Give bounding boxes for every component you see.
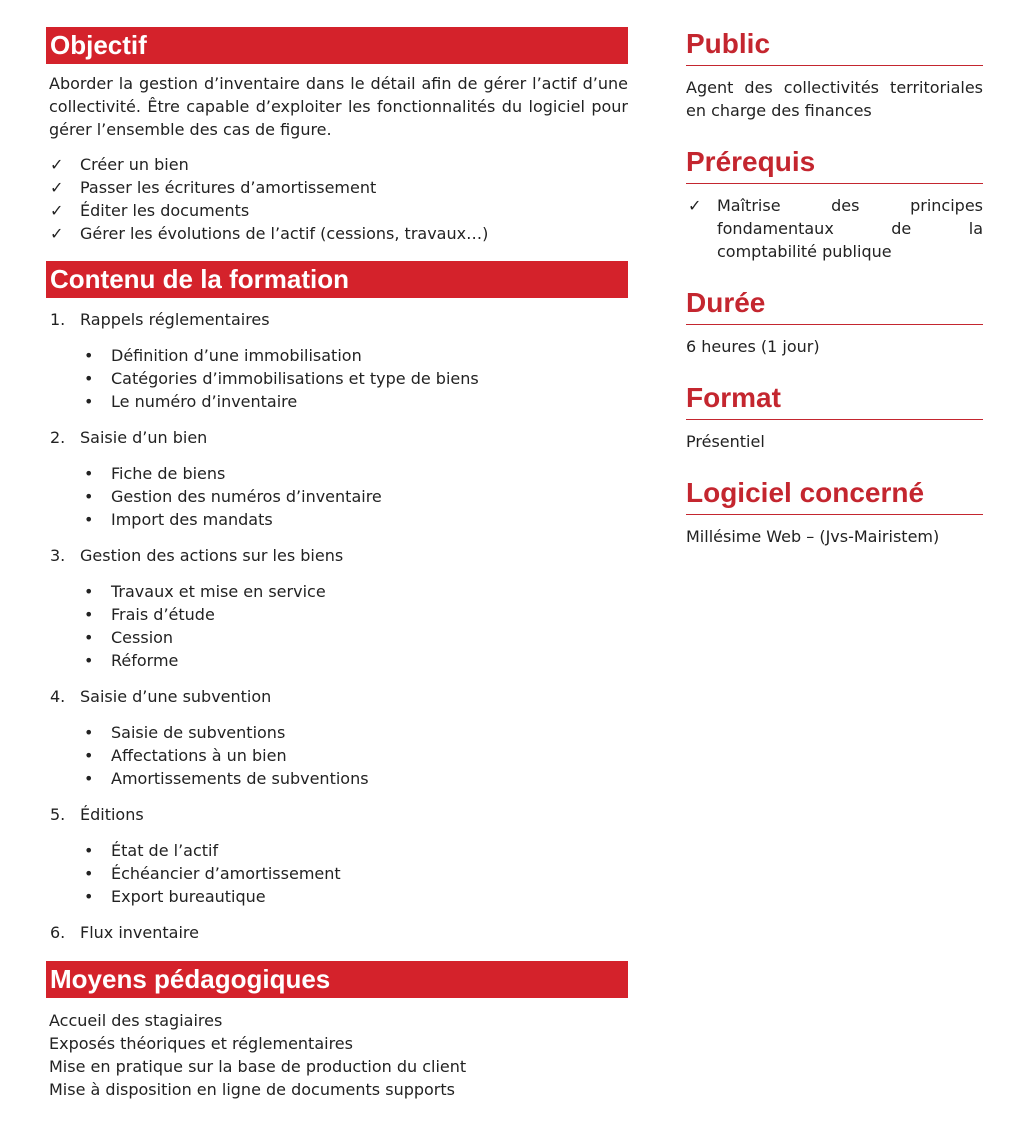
bullet-icon: • <box>84 487 94 506</box>
subtopic: • Catégories d’immobilisations et type de biens <box>84 369 479 388</box>
subtopic: • Export bureautique <box>84 887 266 906</box>
contenu-section <box>46 261 628 944</box>
public-text: Agent des collectivités territoriales en charge des finances <box>686 78 983 120</box>
prerequis-section <box>685 144 983 263</box>
bullet-icon: • <box>84 769 94 788</box>
objectif-heading: Objectif <box>46 27 628 64</box>
bullet-icon: • <box>84 582 94 601</box>
bullet-icon: • <box>84 392 94 411</box>
duree-text: 6 heures (1 jour) <box>686 337 820 356</box>
bullet-icon: • <box>84 628 94 647</box>
format-text: Présentiel <box>686 432 765 451</box>
subtopic: • Import des mandats <box>84 510 273 529</box>
contenu-heading: Contenu de la formation <box>46 261 628 298</box>
subtopic: • Échéancier d’amortissement <box>84 864 341 883</box>
topic-title: Éditions <box>80 805 144 824</box>
check-icon: ✓ <box>50 224 64 243</box>
subtopic: • Réforme <box>84 651 179 670</box>
subtopic: • Gestion des numéros d’inventaire <box>84 487 382 506</box>
main-column <box>46 27 628 1101</box>
subtopic: • Le numéro d’inventaire <box>84 392 298 411</box>
duree-heading: Durée <box>686 285 983 325</box>
objectif-item: ✓ Créer un bien <box>50 155 189 174</box>
moyens-list <box>49 1009 628 1101</box>
topic-title: Saisie d’une subvention <box>80 687 272 706</box>
topic <box>50 921 628 944</box>
subtopic: • Définition d’une immobilisation <box>84 346 362 365</box>
format-heading: Format <box>686 380 983 420</box>
subtopic-list <box>50 839 628 908</box>
topic-number: 6. <box>50 923 66 942</box>
prerequis-item: ✓ Maîtrise des principes fondamentaux de la comptabilité publique <box>688 196 983 261</box>
subtopic: • Saisie de subventions <box>84 723 286 742</box>
logiciel-section <box>685 475 983 548</box>
subtopic: • Affectations à un bien <box>84 746 287 765</box>
bullet-icon: • <box>84 746 94 765</box>
public-section <box>685 26 983 122</box>
logiciel-heading: Logiciel concerné <box>686 475 983 515</box>
subtopic-list <box>50 580 628 672</box>
logiciel-text: Millésime Web – (Jvs-Mairistem) <box>686 527 940 546</box>
check-icon: ✓ <box>50 201 64 220</box>
subtopic: • Cession <box>84 628 174 647</box>
moyens-line: Accueil des stagiaires <box>49 1011 223 1030</box>
topic-title: Gestion des actions sur les biens <box>80 546 344 565</box>
bullet-icon: • <box>84 369 94 388</box>
subtopic-list <box>50 462 628 531</box>
topic-title: Flux inventaire <box>80 923 199 942</box>
bullet-icon: • <box>84 864 94 883</box>
objectif-item: ✓ Passer les écritures d’amortissement <box>50 178 377 197</box>
objectif-section <box>46 27 628 245</box>
subtopic: • Frais d’étude <box>84 605 215 624</box>
sidebar-column <box>685 26 983 570</box>
topic <box>50 803 628 908</box>
bullet-icon: • <box>84 887 94 906</box>
bullet-icon: • <box>84 605 94 624</box>
subtopic-list <box>50 721 628 790</box>
topic <box>50 426 628 531</box>
subtopic: • Fiche de biens <box>84 464 226 483</box>
objectif-text: Aborder la gestion d’inventaire dans le détail afin de gérer l’actif d’une collectivité. Être capable d’exploiter les fonctionnalités du logiciel pour gérer l’ensemble des cas de figure. <box>49 74 628 139</box>
check-icon: ✓ <box>50 178 64 197</box>
moyens-section <box>46 961 628 1101</box>
prerequis-heading: Prérequis <box>686 144 983 184</box>
objectif-item: ✓ Gérer les évolutions de l’actif (cessions, travaux…) <box>50 224 489 243</box>
topic-title: Saisie d’un bien <box>80 428 208 447</box>
bullet-icon: • <box>84 723 94 742</box>
subtopic-list <box>50 344 628 413</box>
duree-section <box>685 285 983 358</box>
moyens-line: Mise en pratique sur la base de production du client <box>49 1057 467 1076</box>
subtopic: • Travaux et mise en service <box>84 582 326 601</box>
contenu-list <box>46 308 628 944</box>
topic <box>50 544 628 672</box>
bullet-icon: • <box>84 346 94 365</box>
bullet-icon: • <box>84 841 94 860</box>
bullet-icon: • <box>84 464 94 483</box>
topic-number: 4. <box>50 687 66 706</box>
check-icon: ✓ <box>688 196 702 215</box>
topic-title: Rappels réglementaires <box>80 310 270 329</box>
subtopic: • Amortissements de subventions <box>84 769 369 788</box>
moyens-line: Exposés théoriques et réglementaires <box>49 1034 353 1053</box>
topic-number: 1. <box>50 310 66 329</box>
objectif-item: ✓ Éditer les documents <box>50 201 250 220</box>
topic-number: 2. <box>50 428 66 447</box>
public-heading: Public <box>686 26 983 66</box>
check-icon: ✓ <box>50 155 64 174</box>
topic <box>50 308 628 413</box>
topic-number: 3. <box>50 546 66 565</box>
topic-number: 5. <box>50 805 66 824</box>
objectif-list <box>46 153 628 245</box>
moyens-heading: Moyens pédagogiques <box>46 961 628 998</box>
moyens-line: Mise à disposition en ligne de documents supports <box>49 1080 455 1099</box>
topic <box>50 685 628 790</box>
format-section <box>685 380 983 453</box>
subtopic: • État de l’actif <box>84 841 219 860</box>
bullet-icon: • <box>84 510 94 529</box>
bullet-icon: • <box>84 651 94 670</box>
